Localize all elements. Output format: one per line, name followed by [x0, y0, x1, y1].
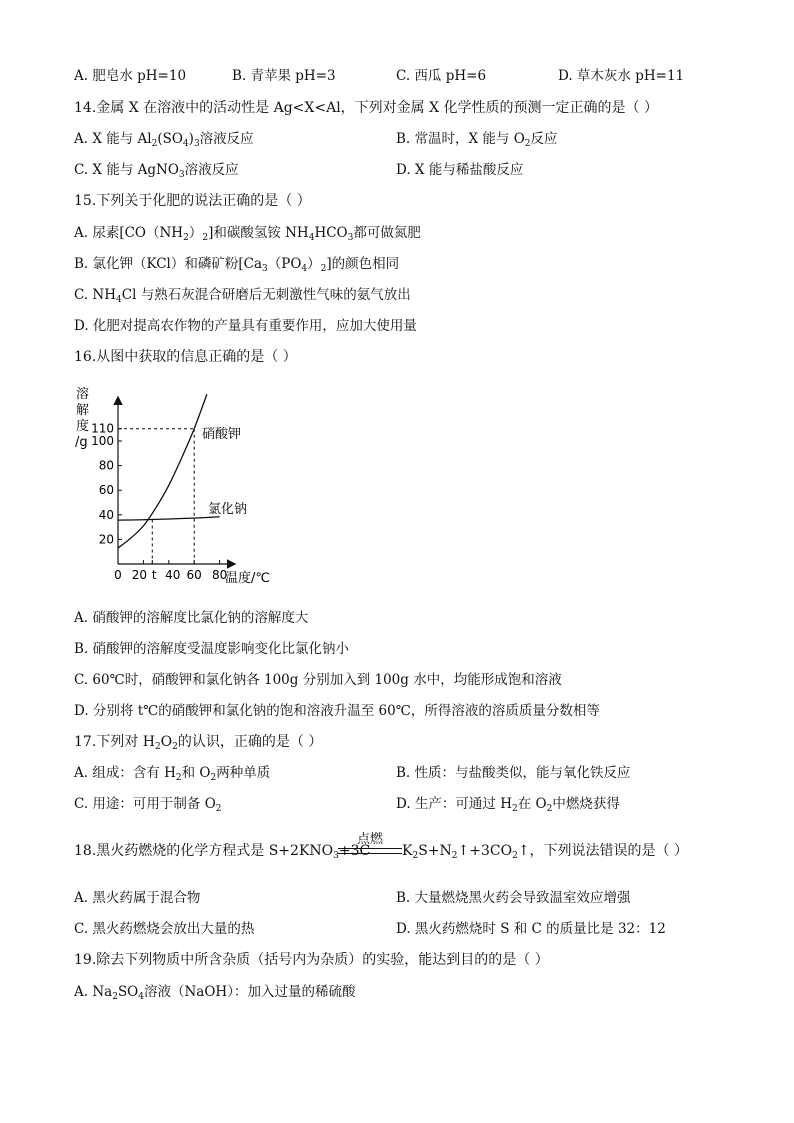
question-15-stem: 15.下列关于化肥的说法正确的是（ ）: [74, 193, 311, 209]
option-b: B. 大量燃烧黑火药会导致温室效应增强: [396, 890, 631, 906]
reaction-condition: 点燃: [356, 832, 383, 847]
y-tick-label: 20: [98, 532, 114, 547]
option-c: C. 60℃时，硝酸钾和氯化钠各 100g 分别加入到 100g 水中，均能形成饱和溶液: [74, 672, 562, 688]
option-a: A. 尿素$[CO(NH_2)_2]$和碳酸氢铵 $NH_4HCO_3$都可做氮肥: [74, 225, 421, 243]
option-b: B. 常温时，X 能与 $O_2$反应: [396, 131, 558, 149]
option-a: A. $Na_2SO_4$溶液（NaOH）：加入过量的稀硫酸: [74, 984, 356, 1002]
option-d: D. 黑火药燃烧时 S 和 C 的质量比是 32：12: [396, 921, 666, 937]
x-tick-label: 20: [131, 568, 148, 582]
option-c: C. $NH_4Cl$ 与熟石灰混合研磨后无刺激性气味的氨气放出: [74, 287, 411, 305]
y-label-2: 解: [76, 403, 90, 418]
y-label-3: 度: [76, 419, 90, 434]
option-c: C. X 能与 AgNO$_3$溶液反应: [74, 162, 239, 180]
question-14-stem: 14.金属 X 在溶液中的活动性是 Ag<X<Al，下列对金属 X 化学性质的预测一定正确的是（ ）: [74, 100, 658, 116]
option-c: C. 西瓜 pH=6: [396, 68, 487, 84]
option-c: C. 用途：可用于制备 $O_2$: [74, 796, 222, 814]
question-18-stem-left: 18.黑火药燃烧的化学方程式是 $S+2KNO_3+3C$: [74, 843, 371, 861]
x-tick-label: 0: [114, 568, 122, 582]
option-a: A. 硝酸钾的溶解度比氯化钠的溶解度大: [74, 610, 309, 626]
x-tick-label: 80: [211, 568, 228, 582]
question-16-stem: 16.从图中获取的信息正确的是（ ）: [74, 349, 297, 365]
solubility-chart-svg: [62, 384, 292, 594]
x-axis-label: 温度/℃: [225, 571, 270, 586]
solubility-chart: [62, 384, 292, 594]
x-tick-label: 40: [165, 568, 181, 582]
option-b: B. 氯化钾（KCl）和磷矿粉$[Ca_3(PO_4)_2]$的颜色相同: [74, 256, 400, 274]
x-tick-label: 60: [186, 568, 202, 582]
y-tick-label: 60: [98, 483, 114, 498]
option-d: D. 草木灰水 pH=11: [558, 68, 685, 84]
option-d: D. 分别将 t℃的硝酸钾和氯化钠的饱和溶液升温至 60℃，所得溶液的溶质质量分数相等: [74, 703, 600, 719]
option-a: A. 肥皂水 pH=10: [74, 68, 187, 84]
option-c: C. 黑火药燃烧会放出大量的热: [74, 921, 255, 937]
option-b: B. 青苹果 pH=3: [232, 68, 336, 84]
kno3-curve: [118, 394, 207, 548]
option-b: B. 硝酸钾的溶解度受温度影响变化比氯化钠小: [74, 641, 350, 657]
option-b: B. 性质：与盐酸类似，能与氧化铁反应: [396, 765, 631, 781]
y-tick-label: 40: [98, 507, 114, 522]
option-d: D. X 能与稀盐酸反应: [396, 162, 524, 178]
y-label-1: 溶: [76, 387, 90, 402]
option-a: A. 组成：含有 $H_2$和 $O_2$两种单质: [74, 765, 271, 783]
y-tick-label: 80: [98, 458, 114, 473]
y-tick-label: 110: [91, 421, 114, 436]
y-tick-label: 100: [91, 434, 114, 448]
x-tick-label: t: [151, 568, 157, 582]
series-label-nacl: 氯化钠: [208, 502, 248, 517]
series-label-kno3: 硝酸钾: [202, 427, 242, 442]
nacl-line: [118, 517, 220, 520]
option-d: D. 生产：可通过 $H_2$在 $O_2$中燃烧获得: [396, 796, 620, 814]
question-18-stem-right: $K_2S+N_2↑+3CO_2↑$，下列说法错误的是（ ）: [402, 843, 688, 861]
y-label-4: /g: [75, 435, 88, 450]
question-19-stem: 19.除去下列物质中所含杂质（括号内为杂质）的实验，能达到目的的是（ ）: [74, 952, 549, 968]
option-a: A. 黑火药属于混合物: [74, 890, 201, 906]
option-d: D. 化肥对提高农作物的产量具有重要作用，应加大使用量: [74, 318, 417, 334]
question-17-stem: 17.下列对 $H_2O_2$的认识，正确的是（ ）: [74, 734, 323, 752]
option-a: A. X 能与 $Al_2(SO_4)_3$溶液反应: [74, 131, 254, 149]
